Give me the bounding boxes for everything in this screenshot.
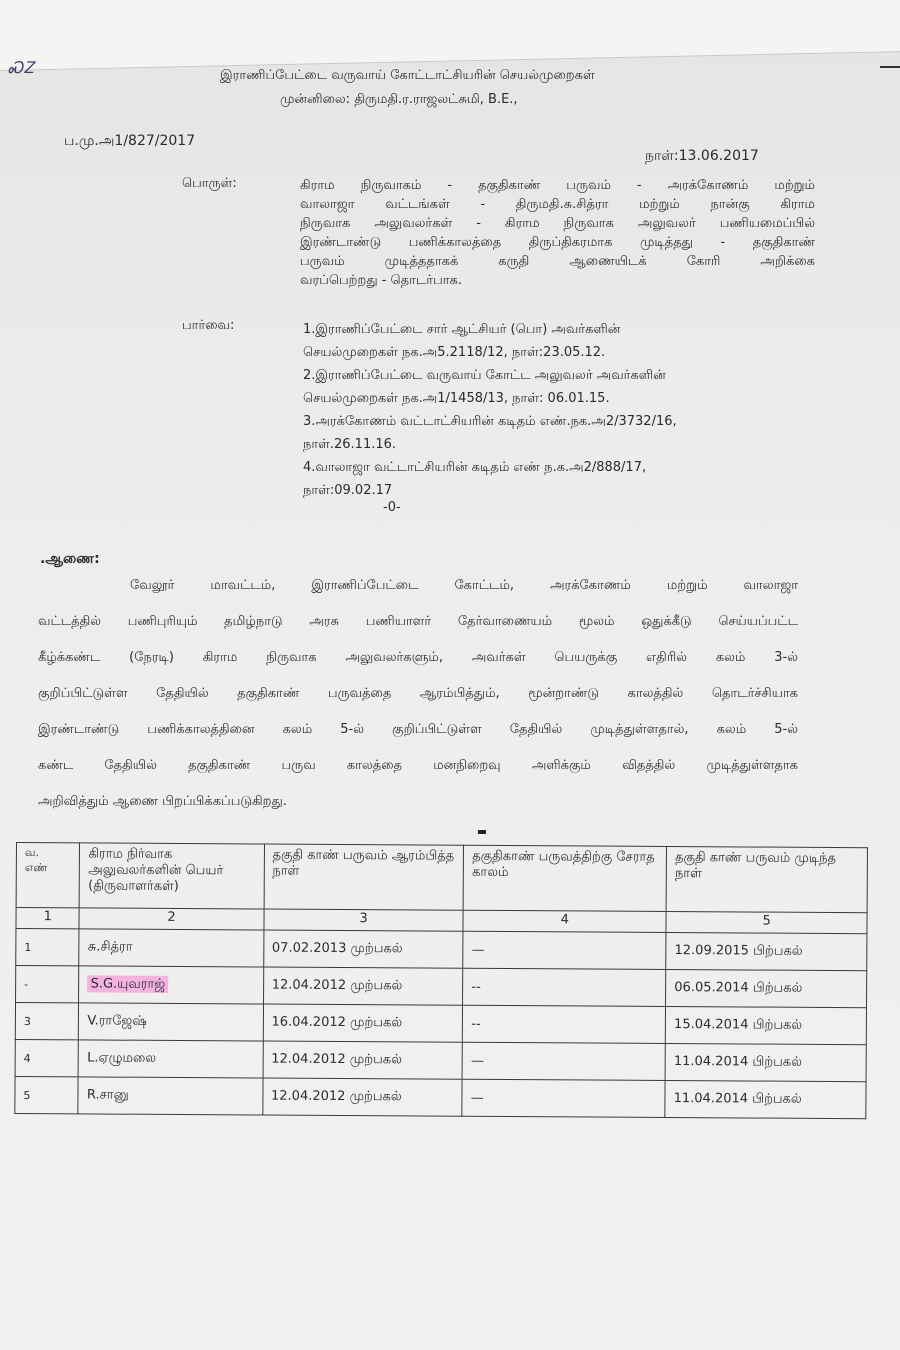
name-cell: V.ராஜேஷ் — [79, 1003, 263, 1041]
order-line: வேலூர் மாவட்டம், இராணிப்பேட்டை கோட்டம், அரக்கோணம் மற்றும் வாலாஜா — [130, 578, 798, 593]
document-date: நாள்:13.06.2017 — [645, 148, 759, 164]
column-number: 1 — [16, 908, 80, 929]
order-paragraph — [38, 568, 798, 820]
header-end-date: தகுதி காண் பருவம் முடிந்த நாள் — [666, 846, 867, 912]
excluded-cell: -- — [463, 968, 666, 1006]
column-number: 4 — [463, 910, 666, 932]
reference-line: செயல்முறைகள் நக.அ1/1458/13, நாள்: 06.01.15. — [303, 391, 610, 406]
header-name: கிராம நிர்வாக அலுவலர்களின் பெயர் (திருவாளர்கள்) — [80, 843, 265, 909]
name-cell: L.ஏழுமலை — [79, 1040, 263, 1078]
excluded-cell: — — [463, 931, 666, 969]
highlighted-name: S.G.யுவராஜ் — [88, 975, 169, 992]
serial-cell: 1 — [16, 929, 80, 966]
start-cell: 07.02.2013 முற்பகல் — [263, 930, 463, 968]
subject-line: கிராம நிருவாகம் - தகுதிகாண் பருவம் - அரக்கோணம் மற்றும் — [300, 178, 815, 193]
start-cell: 12.04.2012 முற்பகல் — [263, 967, 463, 1005]
column-number: 5 — [666, 911, 867, 933]
serial-cell: 5 — [15, 1076, 79, 1113]
start-cell: 12.04.2012 முற்பகல் — [263, 1041, 463, 1079]
subject-line: நிருவாக அலுவலர்கள் - கிராம நிருவாக அலுவலர் பணியமைப்பில் — [300, 216, 815, 231]
excluded-cell: — — [462, 1042, 665, 1080]
end-cell: 11.04.2014 பிற்பகல் — [665, 1043, 866, 1081]
name-cell: R.சானு — [78, 1077, 262, 1115]
separator: -0- — [383, 500, 401, 515]
office-title: இராணிப்பேட்டை வருவாய் கோட்டாட்சியரின் செயல்முறைகள் — [220, 68, 595, 83]
column-number: 3 — [264, 909, 464, 931]
edge-mark — [880, 66, 900, 68]
reference-line: நாள்:09.02.17 — [303, 483, 393, 498]
reference-line: செயல்முறைகள் நக.அ5.2118/12, நாள்:23.05.12. — [303, 345, 606, 360]
end-cell: 12.09.2015 பிற்பகல் — [666, 932, 867, 970]
excluded-cell: -- — [463, 1005, 666, 1043]
subject-text — [300, 176, 815, 290]
reference-line: நாள்.26.11.16. — [303, 437, 397, 452]
table-row — [16, 929, 867, 971]
references-label: பார்வை: — [182, 318, 235, 333]
order-line: கீழ்க்கண்ட (நேரடி) கிராம நிருவாக அலுவலர்களும், அவர்கள் பெயருக்கு எதிரில் கலம் 3-ல் — [38, 650, 798, 665]
header-excluded-period: தகுதிகாண் பருவத்திற்கு சேராத காலம் — [463, 845, 666, 911]
table-row — [15, 1003, 866, 1045]
end-cell: 15.04.2014 பிற்பகல் — [665, 1006, 866, 1044]
table-row — [16, 966, 867, 1008]
margin-note: ᏍᏃ — [8, 58, 35, 77]
name-cell — [79, 966, 263, 1004]
end-cell: 06.05.2014 பிற்பகல் — [666, 969, 867, 1007]
table-row — [15, 1039, 866, 1081]
probation-table — [14, 842, 868, 1119]
subject-line: வாலாஜா வட்டங்கள் - திருமதி.சு.சித்ரா மற்றும் நான்கு கிராம — [300, 197, 815, 212]
excluded-cell: — — [462, 1079, 665, 1117]
reference-line: 4.வாலாஜா வட்டாட்சியரின் கடிதம் எண் ந.க.அ2/888/17, — [303, 460, 647, 475]
column-number: 2 — [79, 908, 263, 930]
start-cell: 12.04.2012 முற்பகல் — [262, 1078, 462, 1116]
start-cell: 16.04.2012 முற்பகல் — [263, 1004, 463, 1042]
reference-line: 3.அரக்கோணம் வட்டாட்சியரின் கடிதம் எண்.நக.அ2/3732/16, — [303, 414, 677, 429]
name-cell: சு.சித்ரா — [79, 929, 263, 967]
order-line: கண்ட தேதியில் தகுதிகாண் பருவ காலத்தை மனநிறைவு அளிக்கும் விதத்தில் முடித்துள்ளதாக — [38, 758, 798, 773]
ink-mark — [478, 830, 486, 834]
order-label: .ஆணை: — [40, 551, 100, 567]
subject-line: பருவம் முடித்ததாகக் கருதி ஆணையிடக் கோரி அறிக்கை — [300, 254, 815, 269]
order-line: அறிவித்தும் ஆணை பிறப்பிக்கப்படுகிறது. — [38, 794, 287, 809]
end-cell: 11.04.2014 பிற்பகல் — [665, 1080, 866, 1118]
references-list — [303, 318, 803, 502]
header-serial: வ. எண் — [16, 843, 80, 908]
subject-label: பொருள்: — [182, 176, 237, 191]
order-line: வட்டத்தில் பணிபுரியும் தமிழ்நாடு அரசு பணியாளர் தேர்வாணையம் மூலம் ஒதுக்கீடு செய்யப்பட்ட — [38, 614, 798, 629]
order-line: குறிப்பிட்டுள்ள தேதியில் தகுதிகாண் பருவத்தை ஆரம்பித்தும், மூன்றாண்டு காலத்தில் தொடர்ச்சியாக — [38, 686, 798, 701]
serial-cell: 4 — [15, 1039, 79, 1076]
header-start-date: தகுதி காண் பருவம் ஆரம்பித்த நாள் — [264, 844, 464, 910]
table-header-row — [16, 843, 867, 913]
reference-line: 1.இராணிப்பேட்டை சார் ஆட்சியர் (பொ) அவர்களின் — [303, 322, 621, 337]
serial-cell: 3 — [15, 1003, 79, 1040]
officer-line: முன்னிலை: திருமதி.ர.ராஜலட்சுமி, B.E., — [280, 92, 518, 107]
reference-number: ப.மு.அ1/827/2017 — [64, 133, 196, 149]
subject-line: இரண்டாண்டு பணிக்காலத்தை திருப்திகரமாக முடித்தது - தகுதிகாண் — [300, 235, 815, 250]
table-row — [15, 1076, 866, 1118]
reference-line: 2.இராணிப்பேட்டை வருவாய் கோட்ட அலுவலர் அவர்களின் — [303, 368, 666, 383]
subject-line: வரப்பெற்றது - தொடர்பாக. — [300, 273, 462, 288]
order-line: இரண்டாண்டு பணிக்காலத்தினை கலம் 5-ல் குறிப்பிட்டுள்ள தேதியில் முடித்துள்ளதால், கலம் 5-ல் — [38, 722, 798, 737]
serial-cell: - — [16, 966, 80, 1003]
